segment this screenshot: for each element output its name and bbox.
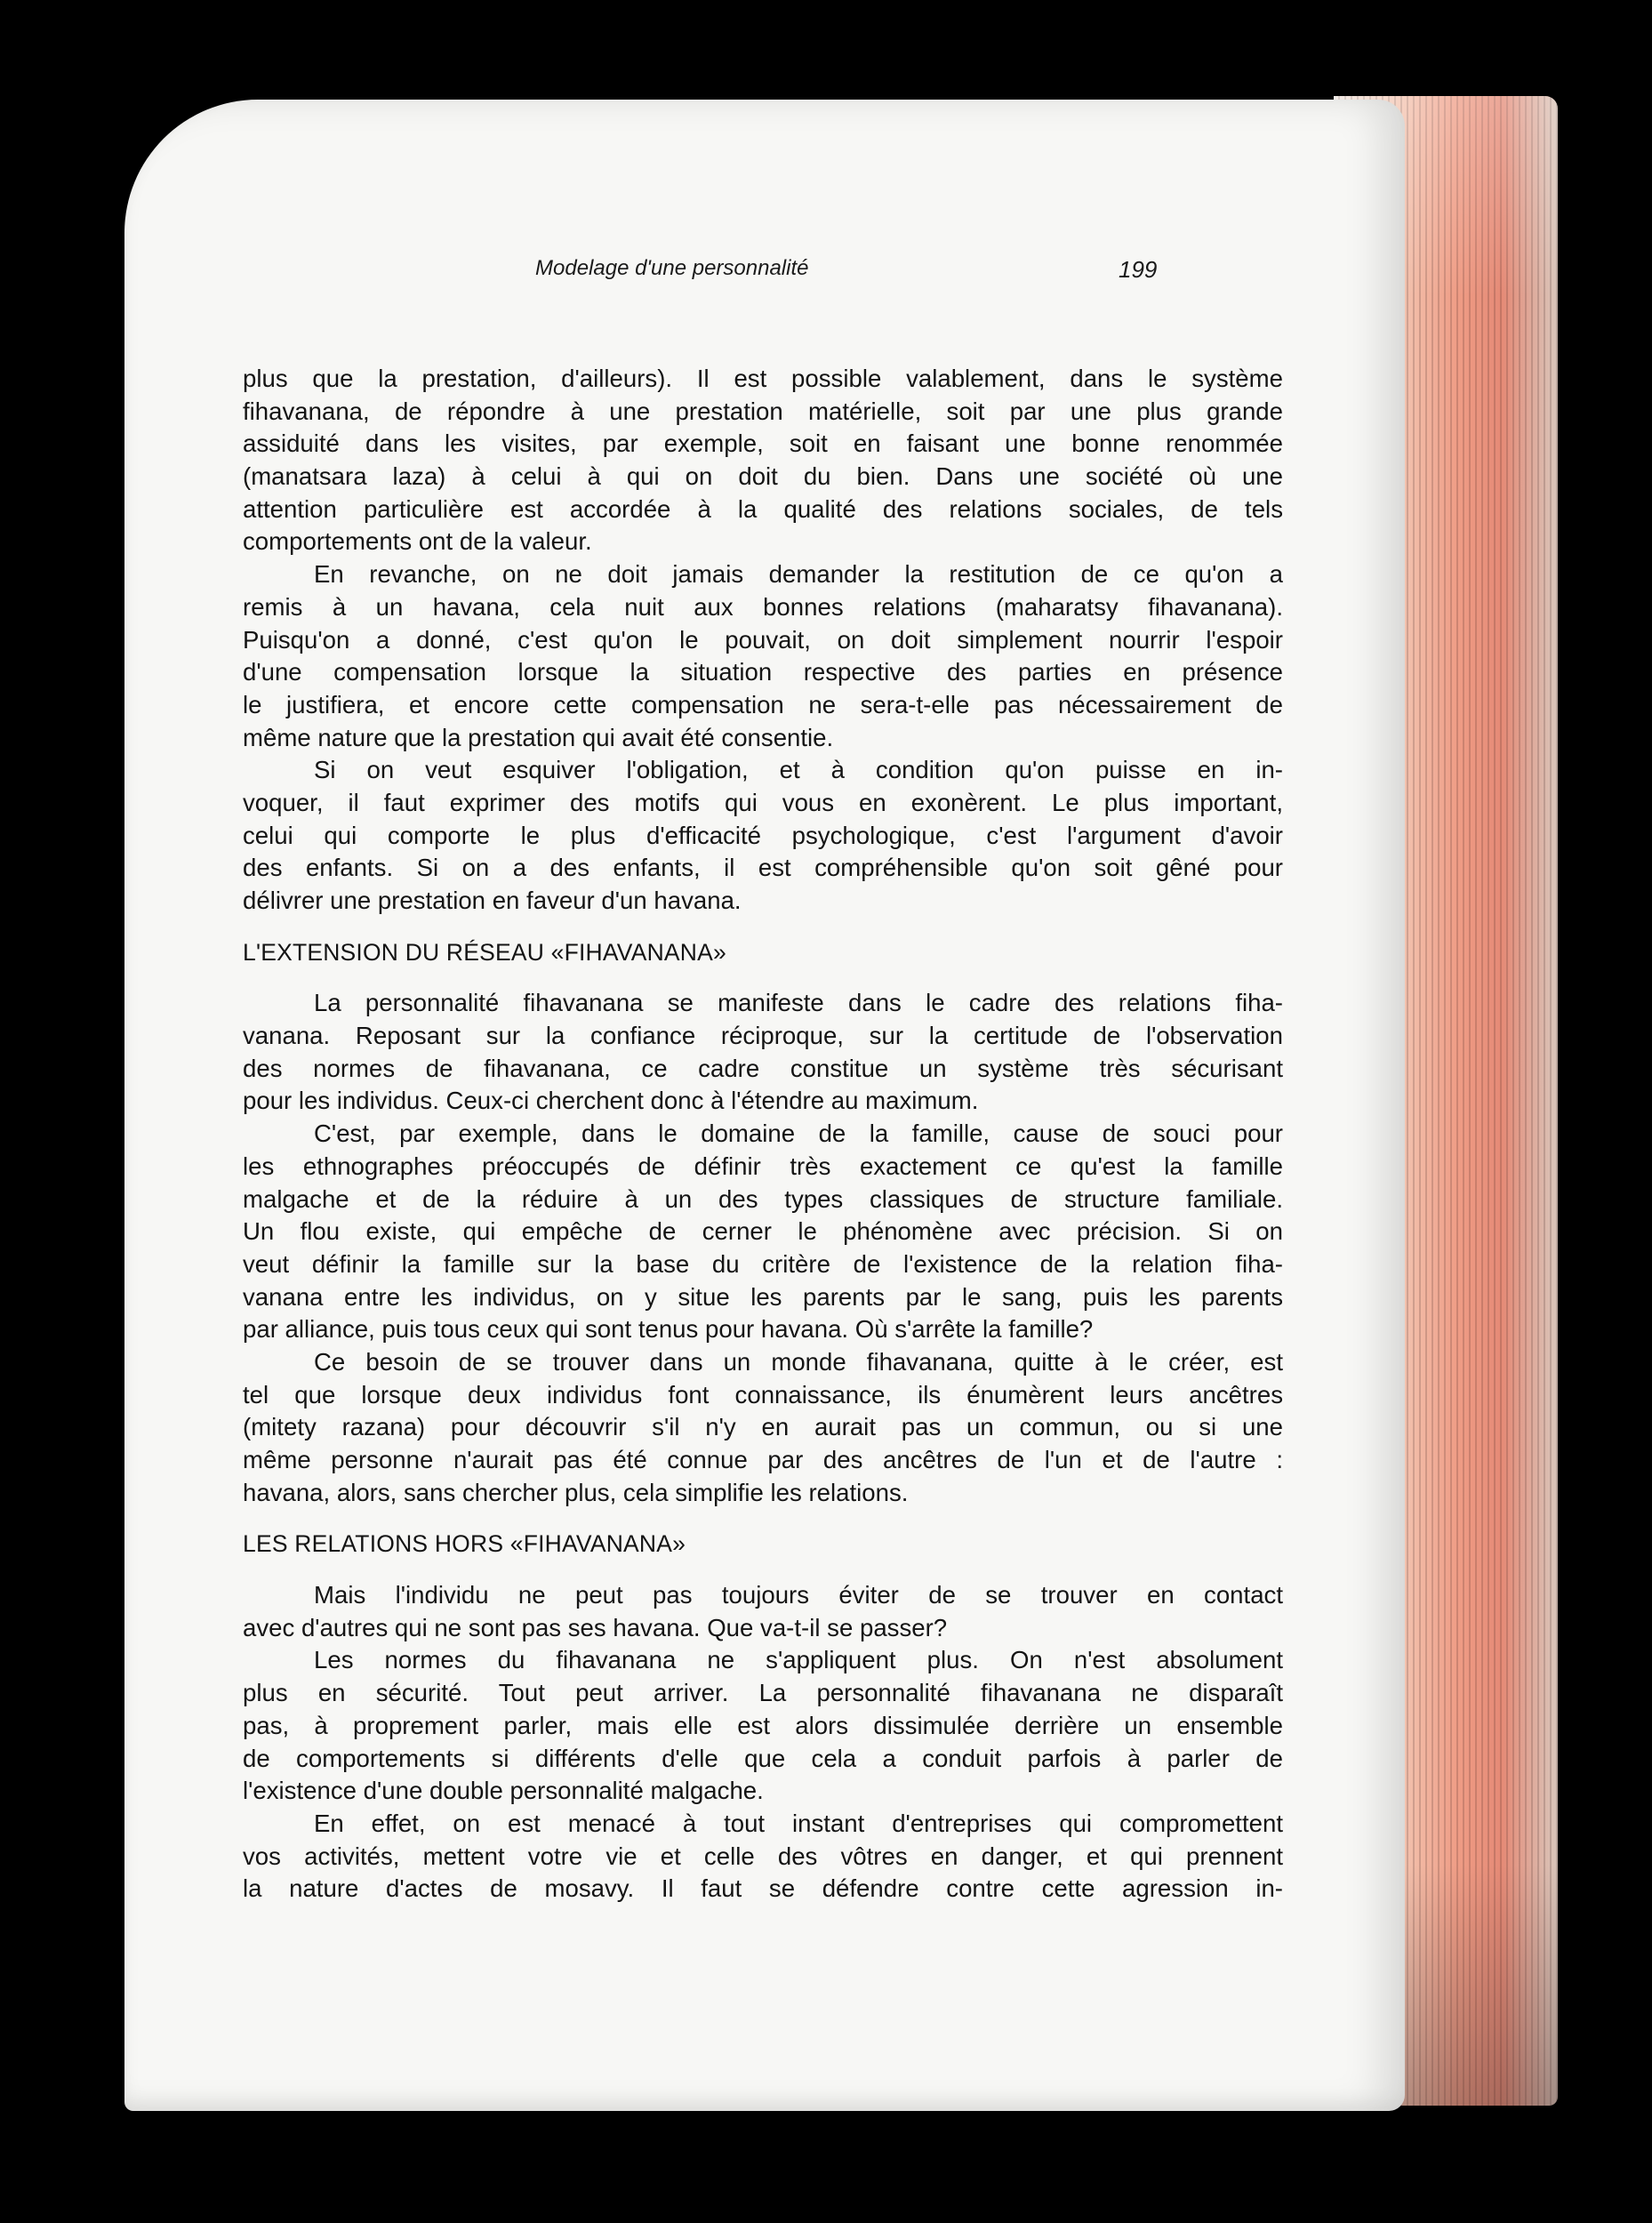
text-line: la nature d'actes de mosavy. Il faut se défendre contre cette agression in- [243,1874,1283,1903]
text-line: Ce besoin de se trouver dans un monde fihavanana, quitte à le créer, est [314,1347,1283,1376]
page-number: 199 [1119,256,1158,283]
text-line: veut définir la famille sur la base du critère de l'existence de la relation fiha- [243,1249,1283,1278]
section-heading: LES RELATIONS HORS «FIHAVANANA» [243,1530,686,1558]
text-line: l'existence d'une double personnalité malgache. [243,1777,764,1805]
text-line: plus en sécurité. Tout peut arriver. La personnalité fihavanana ne disparaît [243,1679,1283,1707]
text-line: même personne n'aurait pas été connue par des ancêtres de l'un et de l'autre : [243,1446,1283,1473]
text-line: attention particulière est accordée à la qualité des relations sociales, de tels [243,494,1283,523]
text-line: vanana. Reposant sur la confiance réciproque, sur la certitude de l'observation [243,1022,1283,1050]
text-line: vos activités, mettent votre vie et celle des vôtres en danger, et qui prennent [243,1842,1283,1870]
text-line: des normes de fihavanana, ce cadre constitue un système très sécurisant [243,1054,1283,1082]
section-heading: L'EXTENSION DU RÉSEAU «FIHAVANANA» [243,938,726,966]
text-line: malgache et de la réduire à un des types classiques de structure familiale. [243,1184,1283,1213]
text-line: vanana entre les individus, on y situe les parents par le sang, puis les parents [243,1282,1283,1311]
text-line: avec d'autres qui ne sont pas ses havana. Que va-t-il se passer? [243,1613,948,1641]
text-line: Les normes du fihavanana ne s'appliquent plus. On n'est absolument [314,1646,1283,1674]
text-line: En effet, on est menacé à tout instant d'entreprises qui compromettent [314,1809,1283,1837]
text-line: celui qui comporte le plus d'efficacité psychologique, c'est l'argument d'avoir [243,821,1283,849]
text-line: même nature que la prestation qui avait été consentie. [243,723,834,751]
text-line: de comportements si différents d'elle que cela a conduit parfois à parler de [243,1744,1283,1772]
running-head [124,256,1405,292]
text-line: tel que lorsque deux individus font connaissance, ils énumèrent leurs ancêtres [243,1380,1283,1408]
text-line: En revanche, on ne doit jamais demander la restitution de ce qu'on a [314,560,1283,589]
text-line: voquer, il faut exprimer des motifs qui vous en exonèrent. Le plus important, [243,788,1283,816]
text-line: comportements ont de la valeur. [243,527,592,556]
text-line: Si on veut esquiver l'obligation, et à condition qu'on puisse en in- [314,756,1283,784]
text-line: d'une compensation lorsque la situation respective des parties en présence [243,658,1283,686]
text-line: délivrer une prestation en faveur d'un havana. [243,887,742,914]
text-line: des enfants. Si on a des enfants, il est compréhensible qu'on soit gêné pour [243,854,1283,882]
text-line: les ethnographes préoccupés de définir très exactement ce qu'est la famille [243,1152,1283,1180]
text-line: havana, alors, sans chercher plus, cela simplifie les relations. [243,1478,909,1506]
text-line: pour les individus. Ceux-ci cherchent donc à l'étendre au maximum. [243,1087,979,1115]
text-line: (mitety razana) pour découvrir s'il n'y en aurait pas un commun, ou si une [243,1413,1283,1441]
text-line: par alliance, puis tous ceux qui sont tenus pour havana. Où s'arrête la famille? [243,1315,1094,1344]
body-text [243,363,1283,1906]
text-line: pas, à proprement parler, mais elle est alors dissimulée derrière un ensemble [243,1711,1283,1739]
text-line: Mais l'individu ne peut pas toujours éviter de se trouver en contact [314,1581,1283,1609]
text-line: Puisqu'on a donné, c'est qu'on le pouvait, on doit simplement nourrir l'espoir [243,625,1283,654]
text-line: Un flou existe, qui empêche de cerner le phénomène avec précision. Si on [243,1217,1283,1246]
book-page [124,100,1405,2111]
running-head-title: Modelage d'une personnalité [535,256,809,280]
text-line: C'est, par exemple, dans le domaine de la famille, cause de souci pour [314,1120,1283,1148]
text-line: fihavanana, de répondre à une prestation matérielle, soit par une plus grande [243,397,1283,425]
text-line: le justifiera, et encore cette compensation ne sera-t-elle pas nécessairement de [243,690,1283,718]
text-line: (manatsara laza) à celui à qui on doit du bien. Dans une société où une [243,462,1283,491]
text-line: La personnalité fihavanana se manifeste dans le cadre des relations fiha- [314,989,1283,1017]
text-line: plus que la prestation, d'ailleurs). Il est possible valablement, dans le système [243,365,1283,392]
text-line: remis à un havana, cela nuit aux bonnes relations (maharatsy fihavanana). [243,592,1283,621]
text-line: assiduité dans les visites, par exemple, soit en faisant une bonne renommée [243,429,1283,458]
